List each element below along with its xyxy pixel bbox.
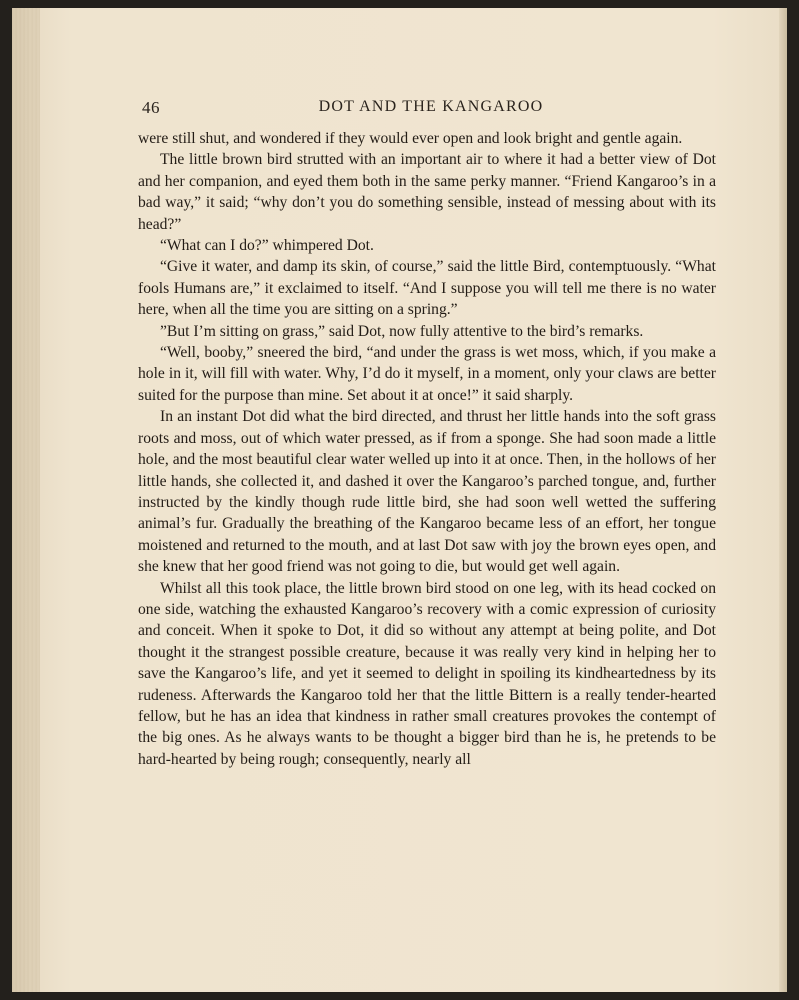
paragraph: “Well, booby,” sneered the bird, “and under the grass is wet moss, which, if you make a hole in it, will fill with water. Why, I’d do it myself, in a moment, only your claws are better suited for the purpose than mine. Set about it at once!” it said sharply.: [138, 344, 716, 404]
paragraph: Whilst all this took place, the little brown bird stood on one leg, with its head cocked on one side, watching the exhausted Kangaroo’s recovery with a comic expression of curiosity and conceit. When it spoke to Dot, it did so without any attempt at being polite, and Dot thought it the strangest possible creature, because it was really very kind in helping her to save the Kangaroo’s life, and yet it seemed to delight in spoiling its kindheartedness by its rudeness. Afterwards the Kangaroo told her that the little Bittern is a really tender-hearted fellow, but he has an idea that kindness in rather small creatures provokes the contempt of the big ones. As he always wants to be thought a bigger bird than he is, he pretends to be hard-hearted by being rough; consequently, nearly all: [138, 579, 716, 768]
paragraph: In an instant Dot did what the bird directed, and thrust her little hands into the soft grass roots and moss, out of which water pressed, as if from a sponge. She had soon made a little hole, and the most beautiful clear water welled up into it at once. Then, in the hollows of her little hands, she collected it, and dashed it over the Kangaroo’s parched tongue, and, further instructed by the kindly though rude little bird, she had soon well wetted the suffering animal’s fur. Gradually the breathing of the Kangaroo became less of an effort, her tongue moistened and returned to the mouth, and at last Dot saw with joy the brown eyes open, and she knew that her good friend was not going to die, but would get well again.: [138, 408, 716, 576]
paragraph: ”But I’m sitting on grass,” said Dot, now fully attentive to the bird’s remarks.: [160, 322, 644, 340]
page-edge: [779, 8, 787, 992]
paragraph: “Give it water, and damp its skin, of course,” said the little Bird, contemptuously. “What fools Humans are,” it exclaimed to itself. “And I suppose you will tell me there is no water here, when all the time you are sitting on a spring.”: [138, 258, 716, 319]
book-title: DOT AND THE KANGAROO: [318, 98, 544, 115]
paragraph: The little brown bird strutted with an important air to where it had a better view of Dot and her companion, and eyed them both in the same perky manner. “Friend Kangaroo’s in a bad way,” it said; “why don’t you do something sensible, instead of messing about with its head?”: [138, 151, 716, 233]
page-gutter: [12, 8, 40, 992]
page-number: 46: [142, 98, 160, 117]
running-header: [142, 98, 720, 122]
paragraph: were still shut, and wondered if they would ever open and look bright and gentle again.: [138, 130, 683, 147]
paragraph: “What can I do?” whimpered Dot.: [160, 237, 374, 255]
body-text: [138, 128, 716, 770]
